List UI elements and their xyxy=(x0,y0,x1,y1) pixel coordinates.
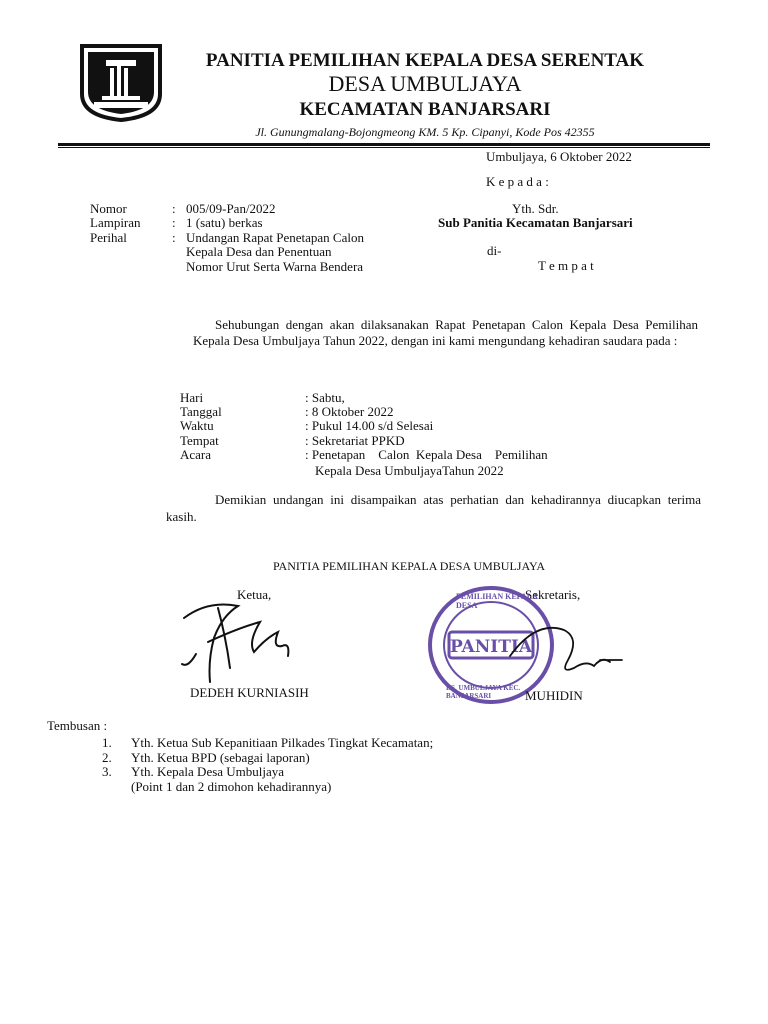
tembusan-title: Tembusan : xyxy=(47,718,108,733)
tembusan-num: 2. xyxy=(102,750,112,765)
detail-tempat-value: : Sekretariat PPKD xyxy=(305,433,405,448)
committee-name: PANITIA PEMILIHAN KEPALA DESA UMBULJAYA xyxy=(272,559,546,573)
tembusan-num: 1. xyxy=(102,735,112,750)
ketua-name: DEDEH KURNIASIH xyxy=(190,685,309,700)
ketua-title: Ketua, xyxy=(237,587,272,602)
lampiran-value: 1 (satu) berkas xyxy=(186,215,263,230)
stamp-ring-bottom: DS. UMBULJAYA KEC. BANJARSARI xyxy=(446,684,521,700)
lampiran-colon: : xyxy=(172,215,176,230)
tembusan-item: Yth. Ketua Sub Kepanitiaan Pilkades Tingkat Kecamatan; xyxy=(131,735,434,750)
recipient-tempat: T e m p a t xyxy=(538,258,594,273)
nomor-value: 005/09-Pan/2022 xyxy=(186,201,276,216)
sekretaris-name: MUHIDIN xyxy=(525,688,583,703)
detail-tanggal-value: : 8 Oktober 2022 xyxy=(305,404,394,419)
detail-hari-value: : Sabtu, xyxy=(305,390,345,405)
tembusan-note: (Point 1 dan 2 dimohon kehadirannya) xyxy=(131,779,332,794)
stamp-center-text: PANITIA xyxy=(449,637,533,657)
header-rule-thin xyxy=(58,147,710,148)
nomor-label: Nomor xyxy=(90,201,127,216)
perihal-colon: : xyxy=(172,230,176,245)
sekretaris-signature xyxy=(506,616,626,686)
place-date: Umbuljaya, 6 Oktober 2022 xyxy=(486,149,632,164)
lampiran-label: Lampiran xyxy=(90,215,141,230)
perihal-value-line1: Undangan Rapat Penetapan Calon xyxy=(186,230,364,245)
detail-waktu-label: Waktu xyxy=(180,418,214,433)
letterhead-village: DESA UMBULJAYA xyxy=(328,71,522,96)
detail-hari-label: Hari xyxy=(180,390,204,405)
sekretaris-title: Sekretaris, xyxy=(525,587,581,602)
header-rule xyxy=(58,143,710,146)
recipient-yth: Yth. Sdr. xyxy=(512,201,559,216)
detail-tempat-label: Tempat xyxy=(180,433,219,448)
kepada-label: K e p a d a : xyxy=(486,174,549,189)
detail-acara-continuation: Kepala Desa UmbuljayaTahun 2022 xyxy=(315,463,504,478)
recipient-name: Sub Panitia Kecamatan Banjarsari xyxy=(438,215,633,230)
tembusan-num: 3. xyxy=(102,764,112,779)
ketua-signature xyxy=(178,598,308,688)
perihal-label: Perihal xyxy=(90,230,127,245)
tembusan-item: Yth. Ketua BPD (sebagai laporan) xyxy=(131,750,310,765)
perihal-value-line2: Kepala Desa dan Penentuan xyxy=(186,244,332,259)
stamp-ring-top: PEMILIHAN KEPALA DESA xyxy=(456,592,538,610)
letterhead-district: KECAMATAN BANJARSARI xyxy=(299,99,551,120)
body-closing: Demikian undangan ini disampaikan atas perhatian dan kehadirannya diucapkan terima kasih. xyxy=(166,492,701,524)
detail-waktu-value: : Pukul 14.00 s/d Selesai xyxy=(305,418,434,433)
letterhead-committee: PANITIA PEMILIHAN KEPALA DESA SERENTAK xyxy=(205,50,645,71)
nomor-colon: : xyxy=(172,201,176,216)
detail-tanggal-label: Tanggal xyxy=(180,404,222,419)
recipient-di: di- xyxy=(487,243,502,258)
detail-acara-value: : Penetapan Calon Kepala Desa Pemilihan xyxy=(305,447,548,462)
detail-acara-label: Acara xyxy=(180,447,212,462)
letterhead-address: Jl. Gunungmalang-Bojongmeong KM. 5 Kp. Cipanyi, Kode Pos 42355 xyxy=(255,125,595,139)
tembusan-item: Yth. Kepala Desa Umbuljaya xyxy=(131,764,285,779)
body-opening: Sehubungan dengan akan dilaksanakan Rapat Penetapan Calon Kepala Desa Pemilihan Kepala Desa Umbuljaya Tahun 2022, dengan ini kami mengundang kehadiran saudara pada : xyxy=(193,317,698,348)
perihal-value-line3: Nomor Urut Serta Warna Bendera xyxy=(186,259,364,274)
